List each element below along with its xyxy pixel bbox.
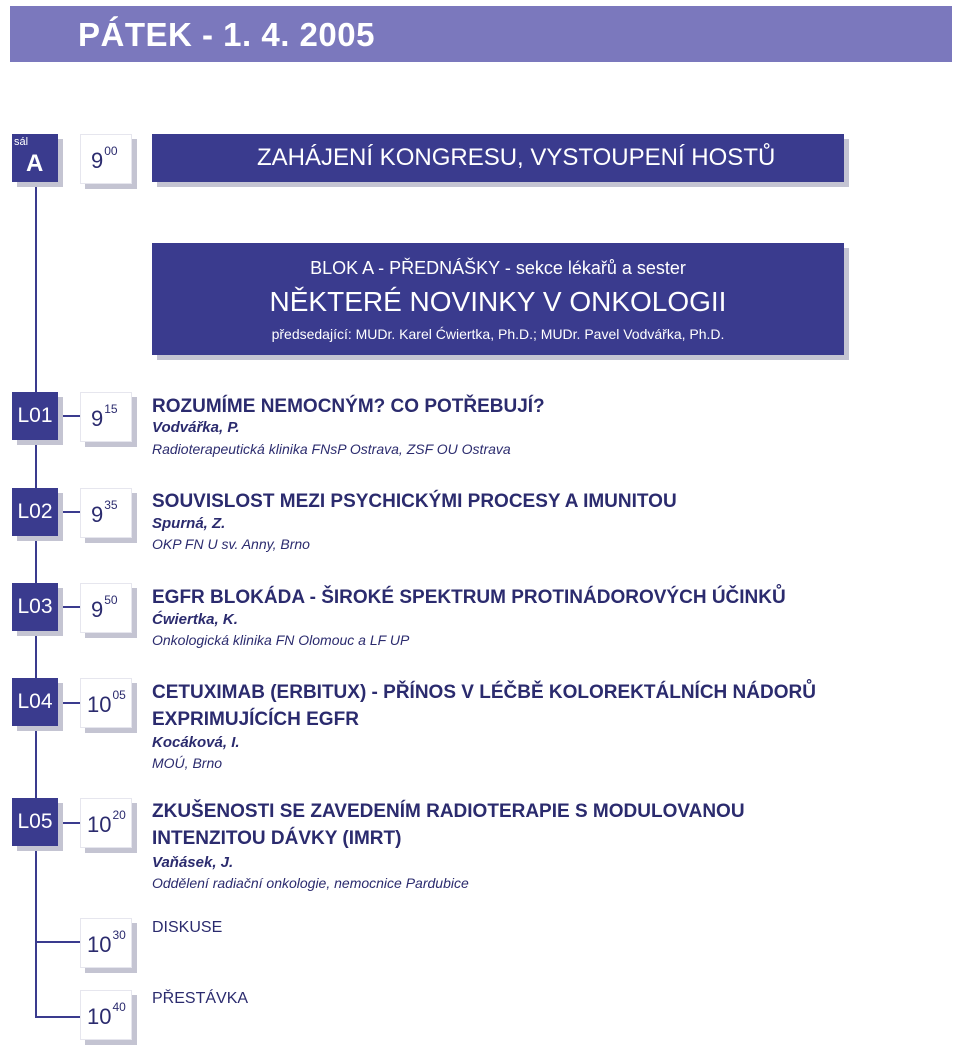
block-title: NĚKTERÉ NOVINKY V ONKOLOGII — [269, 286, 727, 317]
lecture-author: Vaňásek, J. — [152, 854, 234, 871]
lecture-code: L03 — [17, 595, 53, 618]
lecture-author: Kocáková, I. — [152, 734, 240, 751]
time-label: $10^{40}$ — [87, 1000, 126, 1029]
lecture-author: Spurná, Z. — [152, 515, 226, 532]
time-label: $9^{00}$ — [91, 144, 118, 173]
block-chairs: předsedající: MUDr. Karel Ćwiertka, Ph.D.; MUDr. Pavel Vodvářka, Ph.D. — [271, 326, 725, 342]
time-label: $9^{50}$ — [91, 593, 118, 622]
lecture-affiliation: Radioterapeutická klinika FNsP Ostrava, ZSF OU Ostrava — [152, 441, 511, 457]
block-subtitle: BLOK A - PŘEDNÁŠKY - sekce lékařů a sester — [310, 258, 686, 278]
room-label: sál — [14, 136, 29, 148]
lecture-code: L05 — [17, 810, 53, 833]
room-letter: A — [26, 150, 44, 177]
lecture-title: CETUXIMAB (ERBITUX) - PŘÍNOS V LÉČBĚ KOLOREKTÁLNÍCH NÁDORŮ EXPRIMUJÍCÍCH EGFR — [152, 682, 816, 730]
lecture-author: Vodvářka, P. — [152, 419, 240, 436]
timeline-connector — [36, 941, 80, 943]
time-label: $10^{20}$ — [87, 808, 126, 837]
break-label: PŘESTÁVKA — [152, 990, 249, 1007]
lecture-author: Ćwiertka, K. — [152, 611, 238, 628]
lecture-title: SOUVISLOST MEZI PSYCHICKÝMI PROCESY A IMUNITOU — [152, 491, 677, 512]
lecture-title: ROZUMÍME NEMOCNÝM? CO POTŘEBUJÍ? — [152, 396, 545, 417]
lecture-affiliation: OKP FN U sv. Anny, Brno — [152, 536, 310, 552]
time-label: $10^{30}$ — [87, 928, 126, 957]
lecture-affiliation: Onkologická klinika FN Olomouc a LF UP — [152, 632, 410, 648]
lecture-affiliation: Oddělení radiační onkologie, nemocnice Pardubice — [152, 875, 469, 891]
page-title: PÁTEK - 1. 4. 2005 — [78, 16, 375, 53]
lecture-title: ZKUŠENOSTI SE ZAVEDENÍM RADIOTERAPIE S MODULOVANOU INTENZITOU DÁVKY (IMRT) — [152, 801, 745, 849]
lecture-code: L02 — [17, 500, 53, 523]
time-label: $9^{15}$ — [91, 402, 118, 431]
lecture-affiliation: MOÚ, Brno — [152, 755, 223, 771]
time-label: $10^{05}$ — [87, 688, 126, 717]
opening-title: ZAHÁJENÍ KONGRESU, VYSTOUPENÍ HOSTŮ — [257, 144, 776, 171]
discussion-label: DISKUSE — [152, 919, 223, 936]
lecture-code: L04 — [17, 690, 53, 713]
timeline-connector — [36, 1016, 80, 1018]
lecture-code: L01 — [17, 404, 53, 427]
time-label: $9^{35}$ — [91, 498, 118, 527]
lecture-title: EGFR BLOKÁDA - ŠIROKÉ SPEKTRUM PROTINÁDOROVÝCH ÚČINKŮ — [152, 587, 786, 608]
